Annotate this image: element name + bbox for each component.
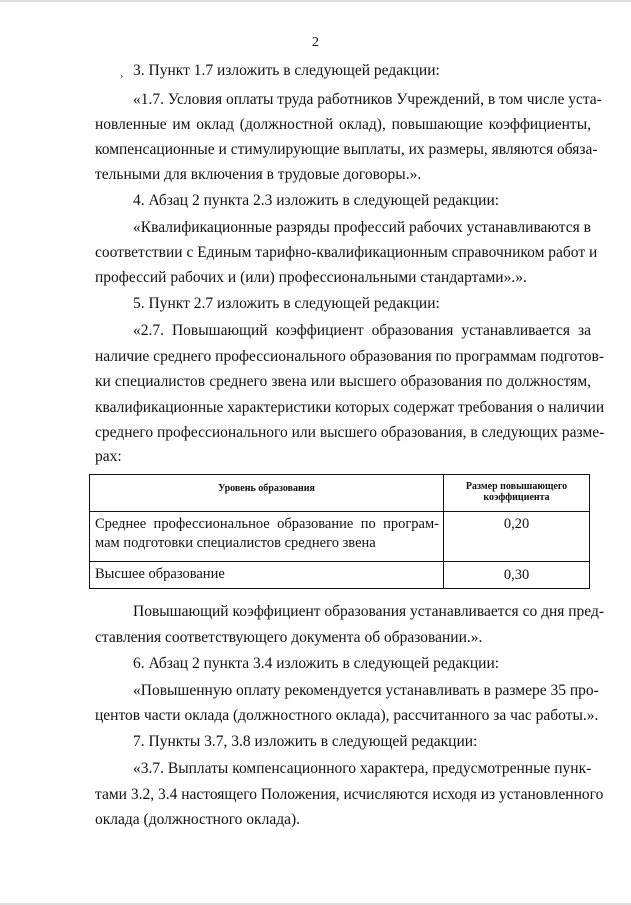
paragraph-line: «2.7. Повышающий коэффициент образования устанавливается за: [133, 322, 591, 339]
paragraph-line: среднего профессионального или высшего образования, в следующих разме-: [95, 424, 605, 441]
paragraph-line: тельными для включения в трудовые договоры.».: [95, 166, 422, 183]
paragraph-line: оклада (должностного оклада).: [95, 811, 300, 828]
paragraph-line: «Повышенную оплату рекомендуется устанавливать в размере 35 про-: [133, 682, 599, 699]
paragraph-line: центов части оклада (должностного оклада), рассчитанного за час работы.».: [95, 707, 599, 724]
scan-mark: ›: [120, 71, 124, 82]
education-coefficient-table: [89, 474, 590, 589]
table-header-coefficient: [444, 475, 590, 512]
paragraph-line: «3.7. Выплаты компенсационного характера, предусмотренные пунк-: [133, 760, 592, 777]
paragraph-line: компенсационные и стимулирующие выплаты, их размеры, являются обяза-: [95, 141, 598, 158]
table-header-row: [90, 475, 590, 512]
table-header-coefficient-line: коэффициента: [483, 492, 550, 503]
paragraph-line: 5. Пункт 2.7 изложить в следующей редакции:: [133, 295, 440, 312]
paragraph-line: рах:: [95, 448, 122, 465]
table-cell-text: Среднее профессиональное образование по програм-: [95, 516, 439, 532]
paragraph-line: «1.7. Условия оплаты труда работников Учреждений, в том числе уста-: [133, 91, 602, 108]
table-row: [90, 512, 590, 562]
paragraph-line: 6. Абзац 2 пункта 3.4 изложить в следующей редакции:: [133, 655, 500, 672]
paragraph-line: тами 3.2, 3.4 настоящего Положения, исчисляются исходя из установленного: [95, 786, 604, 803]
table-cell-value: 0,20: [444, 512, 590, 562]
table-header-coefficient-line: Размер повышающего: [465, 481, 568, 492]
paragraph-line: 3. Пункт 1.7 изложить в следующей редакции:: [133, 62, 440, 79]
paragraph-line: соответствии с Единым тарифно-квалификационным справочником работ и: [95, 244, 598, 261]
scan-edge-top: [0, 0, 631, 2]
page-number: 2: [312, 35, 319, 50]
paragraph-line: Повышающий коэффициент образования устанавливается со дня пред-: [133, 603, 605, 620]
table-header-level: Уровень образования: [90, 475, 444, 512]
table-cell-text: мам подготовки специалистов среднего звена: [95, 535, 376, 551]
paragraph-line: 4. Абзац 2 пункта 2.3 изложить в следующей редакции:: [133, 192, 500, 209]
table-row: [90, 562, 590, 589]
table-cell-value: 0,30: [444, 562, 590, 589]
paragraph-line: квалификационные характеристики которых содержат требования о наличии: [95, 399, 605, 416]
paragraph-line: наличие среднего профессионального образования по программам подготов-: [95, 348, 605, 365]
paragraph-line: профессий рабочих и (или) профессиональными стандартами».».: [95, 269, 527, 286]
paragraph-line: «Квалификационные разряды профессий рабочих устанавливаются в: [133, 219, 591, 236]
table-cell-level: [90, 512, 444, 562]
table-cell-level: Высшее образование: [90, 562, 444, 589]
paragraph-line: ки специалистов среднего звена или высшего образования по должностям,: [95, 373, 591, 390]
paragraph-line: новленные им оклад (должностной оклад), повышающие коэффициенты,: [95, 116, 591, 133]
paragraph-line: 7. Пункты 3.7, 3.8 изложить в следующей редакции:: [133, 733, 478, 750]
paragraph-line: ставления соответствующего документа об образовании.».: [95, 629, 483, 646]
